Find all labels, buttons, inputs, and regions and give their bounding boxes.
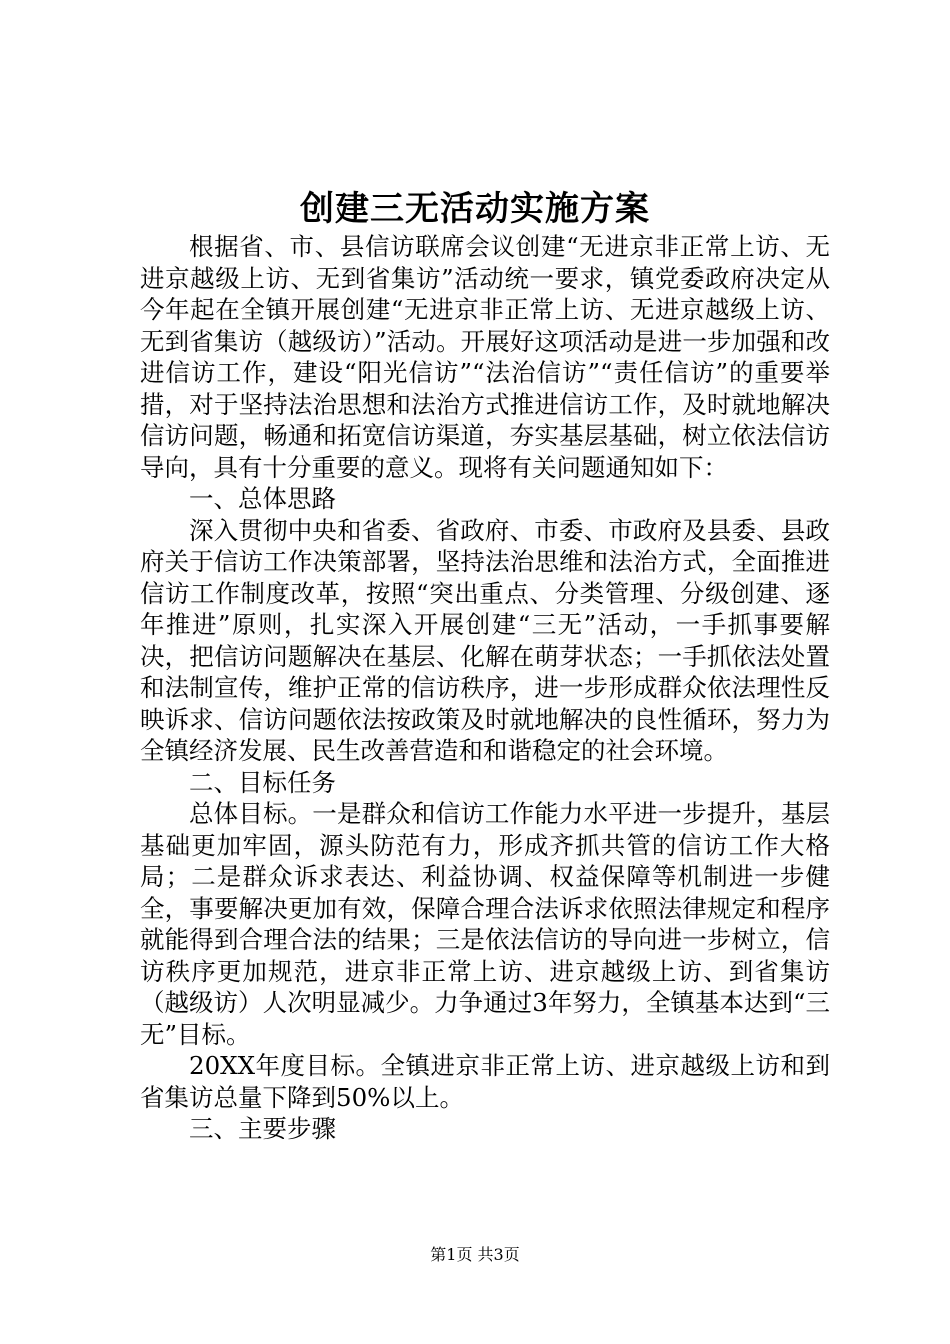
paragraph-overall-goal: 总体目标。一是群众和信访工作能力水平进一步提升，基层基础更加牢固，源头防范有力，形成齐抓共管的信访工作大格局；二是群众诉求表达、利益协调、权益保障等机制进一步健全，事要解决更加有效，保障合理合法诉求依照法律规定和程序就能得到合理合法的结果；三是依法信访的导向进一步树立，信访秩序更加规范，进京非正常上访、进京越级上访、到省集访（越级访）人次明显减少。力争通过3年努力，全镇基本达到“三无”目标。 xyxy=(140,799,830,1049)
document-title: 创建三无活动实施方案 xyxy=(300,189,650,229)
section-heading-2: 二、目标任务 xyxy=(189,767,336,797)
section-heading-3: 三、主要步骤 xyxy=(189,1114,336,1143)
paragraph-overall-approach: 深入贯彻中央和省委、省政府、市委、市政府及县委、县政府关于信访工作决策部署，坚持法治思维和法治方式，全面推进信访工作制度改革，按照“突出重点、分类管理、分级创建、逐年推进”原则，扎实深入开展创建“三无”活动，一手抓事要解决，把信访问题解决在基层、化解在萌芽状态；一手抓依法处置和法制宣传，维护正常的信访秩序，进一步形成群众依法理性反映诉求、信访问题依法按政策及时就地解决的良性循环，努力为全镇经济发展、民生改善营造和和谐稳定的社会环境。 xyxy=(140,515,830,765)
section-heading-1: 一、总体思路 xyxy=(189,484,336,513)
page-footer: 第1页 共3页 xyxy=(430,1245,520,1264)
paragraph-intro: 根据省、市、县信访联席会议创建“无进京非正常上访、无进京越级上访、无到省集访”活动统一要求，镇党委政府决定从今年起在全镇开展创建“无进京非正常上访、无进京越级上访、无到省集访（越级访）”活动。开展好这项活动是进一步加强和改进信访工作，建设“阳光信访”“法治信访”“责任信访”的重要举措，对于坚持法治思想和法治方式推进信访工作，及时就地解决信访问题，畅通和拓宽信访渠道，夯实基层基础，树立依法信访导向，具有十分重要的意义。现将有关问题通知如下： xyxy=(140,232,830,482)
paragraph-annual-goal: 20XX年度目标。全镇进京非正常上访、进京越级上访和到省集访总量下降到50%以上。 xyxy=(140,1051,830,1112)
document-body xyxy=(140,231,830,1145)
